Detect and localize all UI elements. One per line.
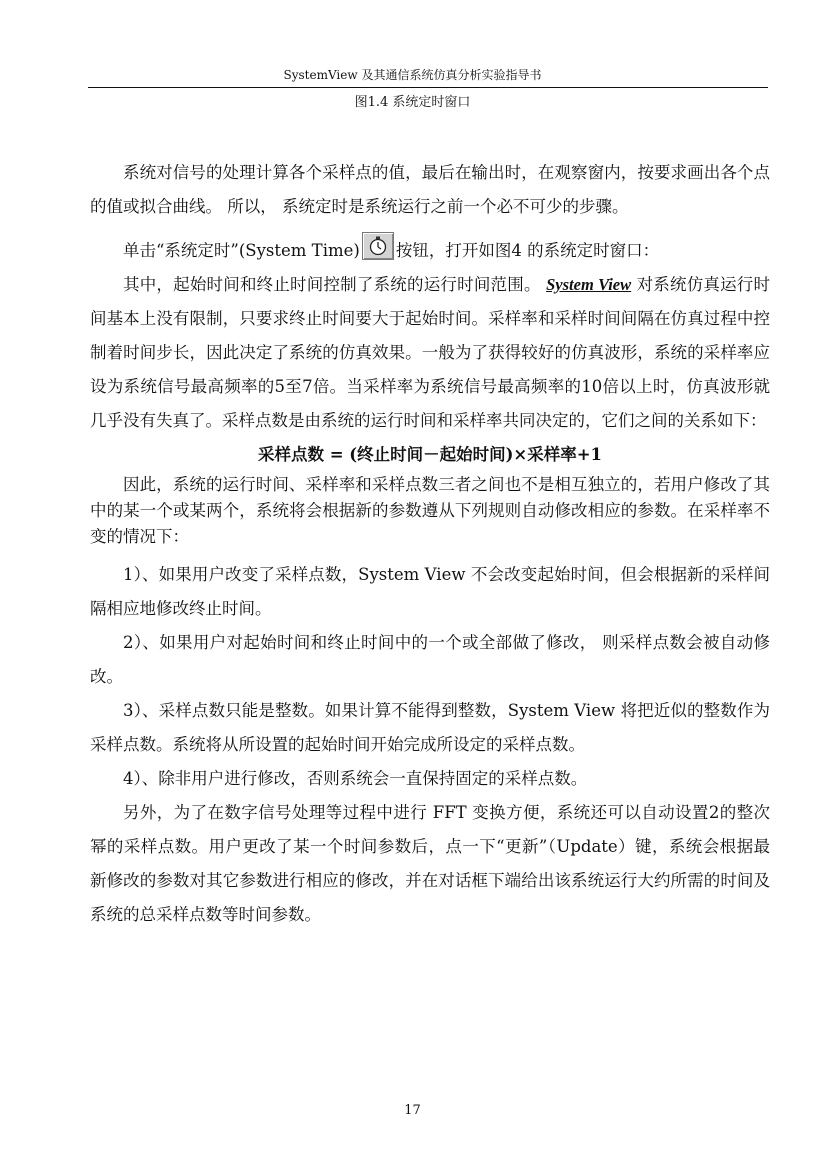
- rule-4: 4）、除非用户进行修改，否则系统会一直保持固定的采样点数。: [123, 769, 588, 788]
- sampling-formula: 采样点数 = (终止时间－起始时间)×采样率+1: [257, 445, 603, 464]
- system-time-text-after: 按钮，打开如图4 的系统定时窗口：: [395, 241, 660, 260]
- document-body: [90, 156, 770, 932]
- stopwatch-icon: [368, 236, 388, 256]
- rule-1: 1）、如果用户改变了采样点数，System View 不会改变起始时间，但会根据新的采样间隔相应地修改终止时间。: [90, 565, 770, 618]
- system-time-button[interactable]: [362, 232, 394, 260]
- paragraph-interdependence: 因此，系统的运行时间、采样率和采样点数三者之间也不是相互独立的，若用户修改了其中的某一个或某两个，系统将会根据新的参数遵从下列规则自动修改相应的参数。在采样率不变的情况下：: [90, 475, 770, 546]
- time-range-text-after: 对系统仿真运行时间基本上没有限制，只要求终止时间要大于起始时间。采样率和采样时间间隔在仿真过程中控制着时间步长，因此决定了系统的仿真效果。一般为了获得较好的仿真波形，系统的采样率应设为系统信号最高频率的5至7倍。当采样率为系统信号最高频率的10倍以上时，仿真波形就几乎没有失真了。采样点数是由系统的运行时间和采样率共同决定的，它们之间的关系如下：: [90, 275, 771, 430]
- rule-2: 2）、如果用户对起始时间和终止时间中的一个或全部做了修改， 则采样点数会被自动修改。: [90, 633, 770, 686]
- rule-3: 3）、采样点数只能是整数。如果计算不能得到整数，System View 将把近似的整数作为采样点数。系统将从所设置的起始时间开始完成所设定的采样点数。: [90, 701, 770, 754]
- system-time-text-before: 单击“系统定时”(System Time): [123, 241, 360, 260]
- system-view-link[interactable]: System View: [546, 275, 632, 294]
- paragraph-time-range: [90, 268, 770, 438]
- paragraph-system-time: [90, 232, 770, 268]
- running-header: SystemView 及其通信系统仿真分析实验指导书: [283, 68, 542, 82]
- paragraph-fft-update: 另外，为了在数字信号处理等过程中进行 FFT 变换方便，系统还可以自动设置2的整次幂的采样点数。用户更改了某一个时间参数后，点一下“更新”（Update）键，系统会根据最新修改的参数对其它参数进行相应的修改，并在对话框下端给出该系统运行大约所需的时间及系统的总采样点数等时间参数。: [90, 803, 770, 924]
- page-number: 17: [404, 1103, 421, 1118]
- paragraph-sampling-intro: 系统对信号的处理计算各个采样点的值，最后在输出时，在观察窗内，按要求画出各个点的值或拟合曲线。 所以， 系统定时是系统运行之前一个必不可少的步骤。: [90, 163, 770, 216]
- header-divider: [88, 87, 768, 88]
- figure-caption: 图1.4 系统定时窗口: [354, 95, 471, 110]
- time-range-text-before: 其中，起始时间和终止时间控制了系统的运行时间范围。: [123, 275, 547, 294]
